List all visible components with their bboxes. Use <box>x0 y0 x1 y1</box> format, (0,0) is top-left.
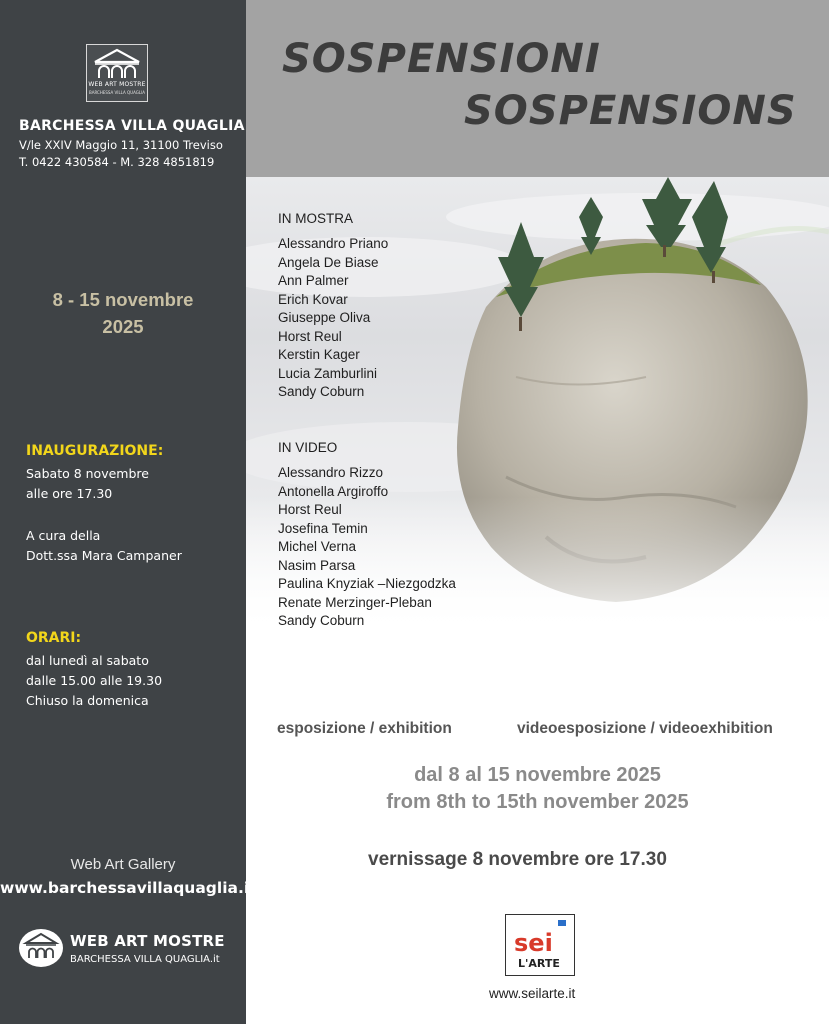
hours-heading: ORARI: <box>26 630 82 646</box>
artist-name: Horst Reul <box>278 502 342 517</box>
building-arch-icon <box>18 928 64 968</box>
seilarte-logo <box>505 914 575 976</box>
artist-name: Kerstin Kager <box>278 347 360 362</box>
hours-days: dal lunedì al sabato <box>26 653 149 668</box>
dates-year: 2025 <box>102 316 144 337</box>
vernissage-info: vernissage 8 novembre ore 17.30 <box>368 849 667 870</box>
artist-name: Antonella Argiroffo <box>278 483 389 499</box>
seilarte-logo-top: sei <box>514 929 553 957</box>
in-video-heading: IN VIDEO <box>278 440 338 455</box>
web-art-mostre-logo <box>86 44 148 102</box>
dates-english: from 8th to 15th november 2025 <box>386 791 689 813</box>
seilarte-logo-bottom: L'ARTE <box>518 957 560 970</box>
in-video-list <box>278 464 456 631</box>
artist-name: Josefina Temin <box>278 520 368 536</box>
in-mostra-heading: IN MOSTRA <box>278 211 354 226</box>
footer-logo-subtitle: BARCHESSA VILLA QUAGLIA.it <box>70 954 220 965</box>
dates-italian: dal 8 al 15 novembre 2025 <box>414 764 661 786</box>
artist-name: Sandy Coburn <box>278 613 365 628</box>
artist-name: Angela De Biase <box>278 254 379 270</box>
artist-name: Paulina Knyziak –Niezgodzka <box>278 576 456 591</box>
artist-name: Sandy Coburn <box>278 384 365 399</box>
videoexhibition-label: videoesposizione / videoexhibition <box>517 720 773 737</box>
hours-times: dalle 15.00 alle 19.30 <box>26 673 163 688</box>
artist-name: Michel Verna <box>278 539 357 554</box>
inauguration-time: alle ore 17.30 <box>26 486 113 501</box>
title-french: SOSPENSIONS <box>464 88 797 134</box>
exhibition-dates <box>0 286 246 340</box>
artist-name: Giuseppe Oliva <box>278 310 371 325</box>
title-banner <box>246 0 829 177</box>
footer-logo-title: WEB ART MOSTRE <box>70 932 225 950</box>
gallery-label: Web Art Gallery <box>70 856 176 873</box>
title-italian: SOSPENSIONI <box>282 36 601 82</box>
curator-label: A cura della <box>26 528 101 543</box>
sidebar <box>0 0 257 1024</box>
exhibition-label: esposizione / exhibition <box>277 720 452 737</box>
hours-closed: Chiuso la domenica <box>26 693 149 708</box>
curator-name: Dott.ssa Mara Campaner <box>26 548 182 563</box>
venue-phones: T. 0422 430584 - M. 328 4851819 <box>19 155 215 169</box>
artist-name: Lucia Zamburlini <box>278 365 378 381</box>
inauguration-day: Sabato 8 novembre <box>26 466 149 481</box>
artist-name: Ann Palmer <box>278 273 349 288</box>
dates-line: 8 - 15 novembre <box>52 289 194 310</box>
artist-name: Alessandro Rizzo <box>278 465 384 480</box>
seilarte-url-link[interactable]: www.seilarte.it <box>489 986 576 1001</box>
logo-subtitle: BARCHESSA VILLA QUAGLIA <box>88 90 145 95</box>
building-arch-icon <box>91 47 143 81</box>
seilarte-logo-graphic <box>506 915 573 974</box>
logo-title: WEB ART MOSTRE <box>88 81 146 88</box>
artist-name: Nasim Parsa <box>278 557 356 573</box>
in-mostra-list <box>278 235 388 402</box>
gallery-url-link[interactable]: www.barchessavillaquaglia.it <box>0 879 257 897</box>
artist-name: Erich Kovar <box>278 291 348 307</box>
artist-name: Renate Merzinger-Pleban <box>278 594 432 610</box>
venue-address: V/le XXIV Maggio 11, 31100 Treviso <box>19 138 223 152</box>
artist-name: Horst Reul <box>278 328 342 344</box>
artist-name: Alessandro Priano <box>278 236 389 251</box>
inauguration-heading: INAUGURAZIONE: <box>26 443 164 459</box>
venue-name: BARCHESSA VILLA QUAGLIA <box>19 118 245 134</box>
footer-logo <box>18 924 238 974</box>
